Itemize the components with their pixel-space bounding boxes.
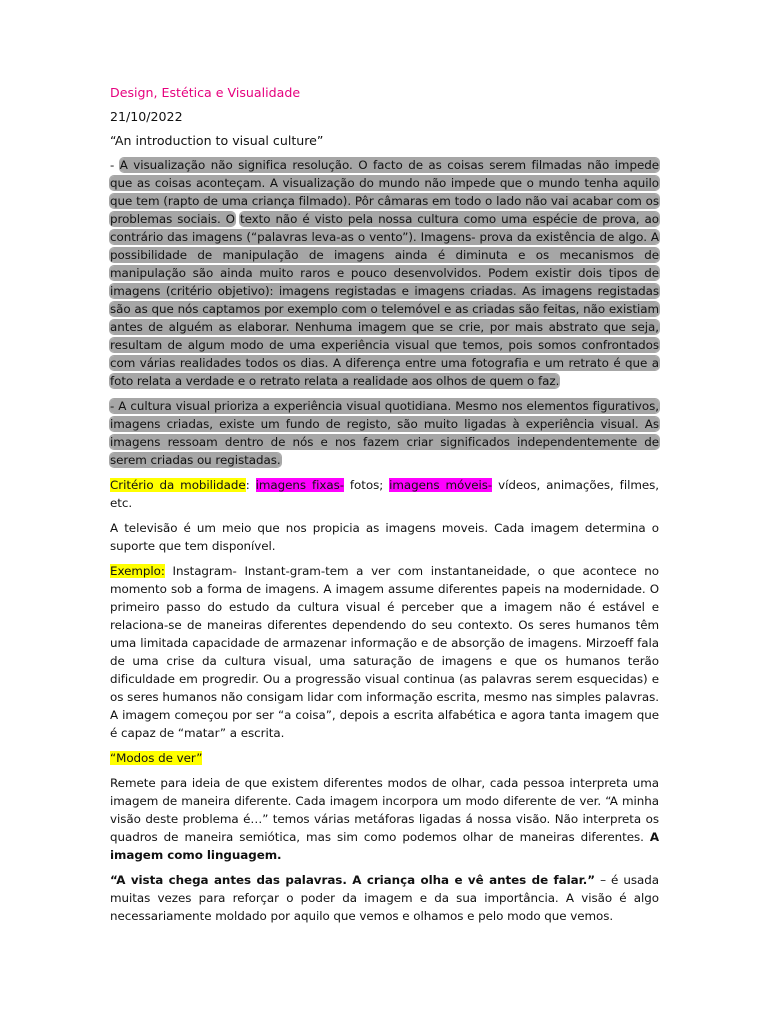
paragraph-mobility-criterion <box>110 476 659 512</box>
paragraph-ways-of-seeing <box>110 774 659 864</box>
ways-of-seeing-text: Remete para ideia de que existem diferentes modos de olhar, cada pessoa interpreta uma imagem de maneira diferente. Cada imagem incorpora um modo diferente de ver. “A minha visão deste problema é…” temos várias metáforas ligadas á nossa visão. Não interpreta os quadros de maneira semiótica, mas sim como podemos olhar de maneiras diferentes. <box>110 776 659 844</box>
highlighted-text: texto não é visto pela nossa cultura como uma espécie de prova, ao contrário das imagens (“palavras leva-as o vento”). Imagens- prova da existência de algo. A possibilidade de manipulação de imagens ainda é diminuta e os mecanismos de manipulação são ainda muito raros e pouco desenvolvidos. Podem existir dois tipos de imagens (critério objetivo): imagens registadas e imagens criadas. As imagens registadas são as que nós captamos por exemplo com o telemóvel e as criadas são feitas, não existiam antes de alguém as elaborar. Nenhuma imagem que se crie, por mais abstrato que seja, resultam de algum modo de uma experiência visual que temos, pois somos confrontados com várias realidades todos os dias. A diferença entre uma fotografia e um retrato é que a foto relata a verdade e o retrato relata a realidade aos olhos de quem o faz. <box>110 212 659 388</box>
section-heading <box>110 749 659 767</box>
moving-images-description: vídeos, animações, filmes, etc. <box>110 478 660 510</box>
highlighted-heading: “Modos de ver” <box>110 751 203 765</box>
highlighted-text: - A cultura visual prioriza a experiência visual quotidiana. Mesmo nos elementos figurativos, imagens criadas, existe um fundo de registo, são muito ligadas à experiência visual. As imagens ressoam dentro de nós e nos fazem criar significados independentemente de serem criadas ou registadas. <box>110 399 659 467</box>
paragraph-visual-culture <box>110 397 659 469</box>
paragraph-visualization <box>110 156 659 390</box>
paragraph-example <box>110 562 659 742</box>
highlighted-term-fixed: imagens fixas- <box>255 478 344 492</box>
quote-explanation: – é usada muitas vezes para reforçar o poder da imagem e da sua importância. A visão é algo necessariamente moldado por aquilo que vemos e olhamos e pelo modo que vemos. <box>110 873 660 923</box>
document-subtitle: “An introduction to visual culture” <box>110 133 324 148</box>
paragraph-quote <box>110 871 659 925</box>
highlighted-label: Exemplo: <box>110 564 165 578</box>
bold-statement: A imagem como linguagem. <box>110 830 659 862</box>
paragraph-television: A televisão é um meio que nos propicia as imagens moveis. Cada imagem determina o suporte que tem disponível. <box>110 521 659 553</box>
bold-quote: “A vista chega antes das palavras. A criança olha e vê antes de falar.” <box>110 873 595 887</box>
document-title: Design, Estética e Visualidade <box>110 85 301 100</box>
highlighted-term-moving: imagens móveis- <box>389 478 493 492</box>
fixed-images-description: fotos; <box>343 478 390 492</box>
highlighted-label: Critério da mobilidade <box>110 478 246 492</box>
punctuation: : <box>245 478 256 492</box>
document-date: 21/10/2022 <box>110 109 183 124</box>
highlighted-text: A visualização não significa resolução. O facto de as coisas serem filmadas não impede que as coisas aconteçam. A visualização do mundo não impede que o mundo tenha aquilo que tem (rapto de uma criança filmado). Pôr câmaras em todo o lado não vai acabar com os problemas sociais. O <box>110 158 659 226</box>
example-text: Instagram- Instant-gram-tem a ver com instantaneidade, o que acontece no momento sob a forma de imagens. A imagem assume diferentes papeis na modernidade. O primeiro passo do estudo da cultura visual é perceber que a imagem não é estável e relaciona-se de maneiras diferentes dependendo do seu contexto. Os seres humanos têm uma limitada capacidade de armazenar informação e de absorção de imagens. Mirzoeff fala de uma crise da cultura visual, uma saturação de imagens e que os humanos terão dificuldade em progredir. Ou a progressão visual continua (as palavras serem esquecidas) e os seres humanos não consigam lidar com informação escrita, mesmo nas simples palavras. A imagem começou por ser “a coisa”, depois a escrita alfabética e agora tanta imagem que é capaz de “matar” a escrita. <box>110 564 659 740</box>
paragraph-prefix: - <box>110 158 120 172</box>
